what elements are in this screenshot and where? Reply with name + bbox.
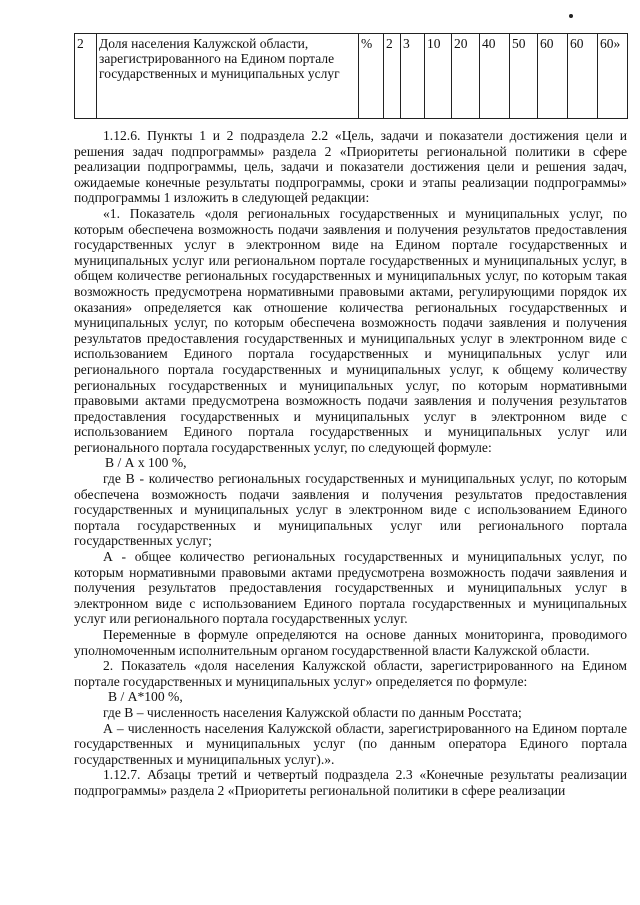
paragraph-indicator-1: «1. Показатель «доля региональных государственных и муниципальных услуг, по которым обеспечена возможность подачи заявления и получения результатов предоставления государственных услуг в электронном виде на Едином портале государственных и муниципальных услуг или региональном портале государственных и муниципальных услуг, в общем количестве региональных государственных и муниципальных услуг, по которым такая возможность предусмотрена нормативными правовыми актами, регулирующими порядок их оказания» определяется как отношение количества региональных государственных и муниципальных услуг, по которым обеспечена возможность подачи заявления и получения результатов предоставления государственных и муниципальных услуг в электронном виде с использованием Единого портала государственных и муниципальных услуг или регионального портала государственных и муниципальных услуг, к общему количеству региональных государственных и муниципальных услуг, по которым нормативными правовыми актами предусмотрена возможность подачи заявления и получения результатов предоставления государственных и муниципальных услуг в электронном виде с использованием Единого портала государственных и муниципальных услуг или регионального портала государственных услуг, по следующей формуле: bbox=[74, 205, 627, 455]
paragraph-variables: Переменные в формуле определяются на основе данных мониторинга, проводимого уполномоченным исполнительным органом государственной власти Калужской области. bbox=[74, 627, 627, 658]
paragraph-indicator-2: 2. Показатель «доля населения Калужской области, зарегистрированного на Едином портале государственных и муниципальных услуг» определяется по формуле: bbox=[74, 658, 627, 689]
value-cell: 60» bbox=[598, 34, 628, 119]
value-cell: 3 bbox=[401, 34, 425, 119]
indicator-table-row bbox=[74, 33, 628, 119]
value-cell: 2 bbox=[384, 34, 401, 119]
row-number-cell: 2 bbox=[75, 34, 97, 119]
value-cell: 10 bbox=[425, 34, 452, 119]
formula-2: В / А*100 %, bbox=[108, 689, 183, 705]
formula-1: В / А х 100 %, bbox=[105, 455, 187, 471]
indicator-name-cell: Доля населения Калужской области, зарегистрированного на Едином портале государственных и муниципальных услуг bbox=[97, 34, 359, 119]
paragraph-1-12-7: 1.12.7. Абзацы третий и четвертый подраздела 2.3 «Конечные результаты реализации подпрограммы» раздела 2 «Приоритеты региональной политики в сфере реализации bbox=[74, 767, 627, 798]
value-cell: 20 bbox=[452, 34, 480, 119]
paragraph-1-12-6: 1.12.6. Пункты 1 и 2 подраздела 2.2 «Цель, задачи и показатели достижения цели и решения задач подпрограммы» раздела 2 «Приоритеты региональной политики в сфере реализации подпрограммы, цель, задачи и показатели достижения цели и решения задач, ожидаемые конечные результаты подпрограммы, сроки и этапы реализации подпрограммы» подпрограммы 1 изложить в следующей редакции: bbox=[74, 128, 627, 206]
paragraph-definition-a: А - общее количество региональных государственных и муниципальных услуг, по которым нормативными правовыми актами предусмотрена возможность подачи заявления и получения результатов предоставления государственных и муниципальных услуг в электронном виде с использованием Единого портала государственных и муниципальных услуг или регионального портала государственных услуг. bbox=[74, 549, 627, 627]
value-cell: 60 bbox=[568, 34, 598, 119]
paragraph-definition-b: где В - количество региональных государственных и муниципальных услуг, по которым обеспечена возможность подачи заявления и получения результатов предоставления государственных и муниципальных услуг в электронном виде с использованием Единого портала государственных и муниципальных услуг или регионального портала государственных услуг; bbox=[74, 471, 627, 549]
table-row bbox=[75, 34, 628, 119]
document-body bbox=[74, 128, 627, 799]
value-cell: 40 bbox=[480, 34, 510, 119]
unit-cell: % bbox=[359, 34, 384, 119]
scan-speck bbox=[569, 14, 573, 18]
paragraph-definition-a-2: А – численность населения Калужской области, зарегистрированного на Едином портале государственных и муниципальных услуг (по данным оператора Единого портала государственных и муниципальных услуг).». bbox=[74, 720, 627, 767]
value-cell: 50 bbox=[510, 34, 538, 119]
value-cell: 60 bbox=[538, 34, 568, 119]
paragraph-definition-b-2: где В – численность населения Калужской области по данным Росстата; bbox=[103, 704, 522, 720]
